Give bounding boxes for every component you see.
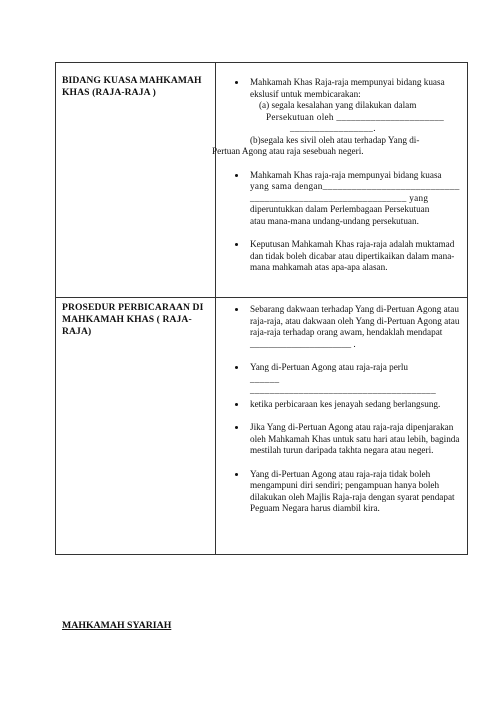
row2-item-2-line1: Yang di-Pertuan Agong atau raja-raja perlu <box>250 362 409 372</box>
row2-content <box>220 304 464 515</box>
row1-label: BIDANG KUASA MAHKAMAH KHAS (RAJA-RAJA ) <box>62 75 202 98</box>
row2-item-1 <box>220 304 464 350</box>
row1-item-3-text: Keputusan Mahkamah Khas raja-raja adalah muktamad dan tidak boleh dicabar atau dipertikaikan dalam mana-mana mahkamah atas apa-apa alasan. <box>250 239 455 272</box>
row1-item-2-line1: Mahkamah Khas raja-raja mempunyai bidang kuasa <box>250 169 442 180</box>
row-divider <box>56 297 467 298</box>
row2-item-2-line2: ______ <box>250 373 280 384</box>
row2-item-4 <box>220 469 464 515</box>
column-divider <box>215 63 216 554</box>
row2-item-1-text: Sebarang dakwaan terhadap Yang di-Pertuan Agong atau raja-raja, atau dakwaan oleh Yang di-Pertuan Agong atau raja-raja terhadap orang awam, hendaklah mendapat ______________________ . <box>250 304 460 349</box>
row1-item-1-a-line3: _________________. <box>290 123 376 133</box>
content-table <box>55 62 468 555</box>
section-heading: MAHKAMAH SYARIAH <box>62 620 172 631</box>
row1-item-1-a-line2: Persekutuan oleh ______________________ <box>266 111 445 122</box>
row1-item-1-a-line1: (a) segala kesalahan yang dilakukan dalam <box>259 100 417 110</box>
row2-item-3 <box>220 422 464 457</box>
row1-item-1 <box>220 77 464 112</box>
row1-item-1-intro: Mahkamah Khas Raja-raja mempunyai bidang kuasa ekslusif untuk membicarakan: <box>250 77 445 99</box>
row2-item-2-line3: ______________________________________ <box>250 385 436 395</box>
row1-item-1-b-line2: Pertuan Agong atau raja sesebuah negeri. <box>212 146 364 156</box>
row2-item-2 <box>220 362 464 397</box>
row2-label: PROSEDUR PERBICARAAN DI MAHKAMAH KHAS ( RAJA-RAJA) <box>62 302 204 337</box>
row1-item-2-line3: ________________________________ yang <box>250 192 429 203</box>
row2-item-2-line4: ketika perbicaraan kes jenayah sedang berlangsung. <box>250 398 441 409</box>
row1-item-2-line5: atau mana-mana undang-undang persekutuan. <box>250 215 419 226</box>
row1-item-2 <box>220 170 464 228</box>
row2-item-2b <box>220 399 464 411</box>
row1-item-2-line2: yang sama dengan____________________________ <box>250 181 460 191</box>
row1-item-3 <box>220 239 464 274</box>
row1-item-1-b-line1: (b)segala kes sivil oleh atau terhadap Yang di- <box>250 134 420 145</box>
row1-item-2-line4: diperuntukkan dalam Perlembagaan Persekutuan <box>250 204 430 214</box>
row2-item-3-text: Jika Yang di-Pertuan Agong atau raja-raja dipenjarakan oleh Mahkamah Khas untuk satu hari atau lebih, baginda mestilah turun daripada takhta negara atau negeri. <box>250 422 460 455</box>
row1-content <box>212 77 464 274</box>
row2-item-4-text: Yang di-Pertuan Agong atau raja-raja tidak boleh mengampuni diri sendiri; pengampuan hanya boleh dilakukan oleh Majlis Raja-raja dengan syarat pendapat Peguam Negara harus diambil kira. <box>250 468 455 513</box>
